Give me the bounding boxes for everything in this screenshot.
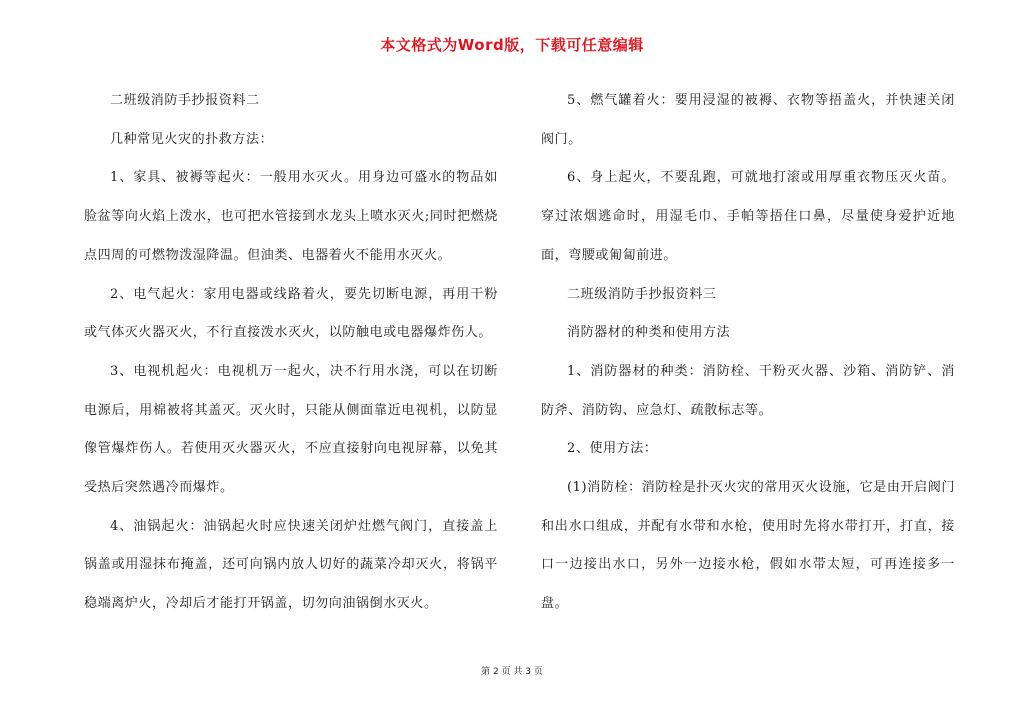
paragraph: 6、身上起火，不要乱跑，可就地打滚或用厚重衣物压灭火苗。穿过浓烟逃命时，用湿毛巾、手帕等捂住口鼻，尽量使身爱护近地面，弯腰或匍匐前进。 bbox=[541, 170, 955, 263]
paragraph: 4、油锅起火：油锅起火时应快速关闭炉灶燃气阀门，直接盖上锅盖或用湿抹布掩盖，还可向锅内放人切好的蔬菜冷却灭火，将锅平稳端离炉火，冷却后才能打开锅盖，切勿向油锅倒水灭火。 bbox=[84, 518, 498, 612]
section-title: 二班级消防手抄报资料二 bbox=[110, 93, 260, 108]
section-title: 二班级消防手抄报资料三 bbox=[567, 286, 717, 302]
paragraph: 几种常见火灾的扑救方法： bbox=[110, 131, 274, 147]
paragraph: 1、消防器材的种类：消防栓、干粉灭火器、沙箱、消防铲、消防斧、消防钩、应急灯、疏散标志等。 bbox=[541, 363, 955, 418]
left-column bbox=[84, 82, 498, 624]
paragraph: 消防器材的种类和使用方法 bbox=[567, 325, 731, 341]
paragraph: (1)消防栓：消防栓是扑灭火灾的常用灭火设施，它是由开启阀门和出水口组成，并配有水带和水枪，使用时先将水带打开，打直，接口一边接出水口，另外一边接水枪，假如水带太短，可再连接多一盘。 bbox=[541, 480, 955, 612]
paragraph: 2、使用方法： bbox=[567, 441, 658, 457]
paragraph: 1、家具、被褥等起火：一般用水灭火。用身边可盛水的物品如脸盆等向火焰上泼水，也可把水管接到水龙头上喷水灭火;同时把燃烧点四周的可燃物泼湿降温。但油类、电器着火不能用水灭火。 bbox=[84, 170, 498, 263]
document-banner: 本文格式为Word版，下载可任意编辑 bbox=[380, 36, 644, 54]
right-column bbox=[541, 82, 955, 624]
paragraph: 3、电视机起火：电视机万一起火，决不行用水浇，可以在切断电源后，用棉被将其盖灭。灭火时，只能从侧面靠近电视机，以防显像管爆炸伤人。若使用灭火器灭火，不应直接射向电视屏幕，以免其受热后突然遇冷而爆炸。 bbox=[84, 363, 498, 496]
paragraph: 5、燃气罐着火：要用浸湿的被褥、衣物等捂盖火，并快速关闭阀门。 bbox=[541, 93, 955, 147]
paragraph: 2、电气起火：家用电器或线路着火，要先切断电源，再用干粉或气体灭火器灭火，不行直接泼水灭火，以防触电或电器爆炸伤人。 bbox=[84, 286, 498, 341]
page-number: 第 2 页 共 3 页 bbox=[481, 667, 543, 677]
